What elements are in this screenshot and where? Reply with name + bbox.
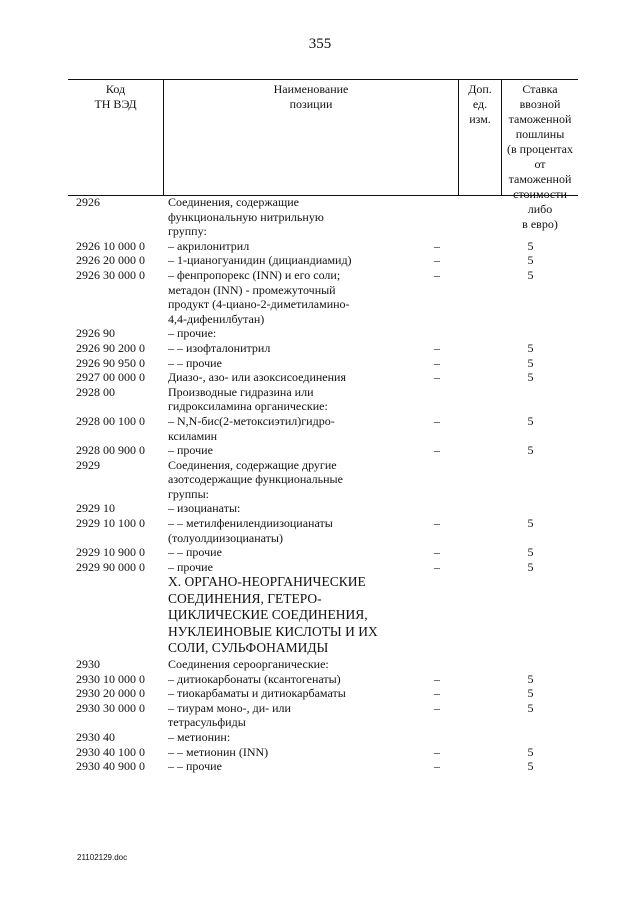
row-code: 2928 00 (76, 384, 115, 399)
row-unit: – (434, 238, 440, 253)
table-row (68, 443, 578, 458)
row-code: 2930 30 000 0 (76, 700, 145, 715)
table-row (68, 268, 578, 326)
row-rate: 5 (527, 516, 534, 531)
table-row (68, 545, 578, 560)
table-row (68, 759, 578, 774)
row-name: – прочие: (168, 326, 217, 341)
row-code: 2927 00 000 0 (76, 370, 145, 385)
header-name: Наименование позиции (273, 82, 349, 111)
row-code: 2928 00 900 0 (76, 443, 145, 458)
row-rate: 5 (527, 759, 534, 774)
row-name: Производные гидразина или гидроксиламина органические: (168, 384, 328, 414)
table-row (68, 385, 578, 414)
row-code: 2929 (76, 457, 100, 472)
row-rate: 5 (527, 686, 534, 701)
row-unit: – (434, 744, 440, 759)
table-row (68, 356, 578, 371)
row-unit (396, 195, 458, 239)
row-code: 2926 90 (76, 326, 115, 341)
table-row (68, 239, 578, 254)
row-unit (396, 385, 458, 414)
row-name: – 1-цианогуанидин (дициандиамид) (168, 253, 352, 268)
row-unit (396, 657, 458, 672)
table-row (68, 341, 578, 356)
table-row (68, 370, 578, 385)
document-filename: 21102129.doc (77, 853, 128, 862)
row-unit: – (434, 559, 440, 574)
row-code: 2930 40 (76, 729, 115, 744)
row-code (68, 574, 168, 657)
row-name: – акрилонитрил (168, 238, 250, 253)
row-rate (458, 326, 578, 341)
row-name: – прочие (168, 443, 213, 458)
row-unit: – (434, 443, 440, 458)
row-code: 2926 90 200 0 (76, 340, 145, 355)
row-name: – тиурам моно-, ди- или тетрасульфиды (168, 700, 291, 730)
row-unit: – (434, 700, 440, 715)
table-row (68, 560, 578, 575)
row-unit (396, 326, 458, 341)
row-name: – изоцианаты: (168, 501, 241, 516)
row-code: 2929 10 900 0 (76, 545, 145, 560)
row-name: – N,N-бис(2-метоксиэтил)гидро- ксиламин (168, 413, 335, 443)
row-rate (458, 574, 578, 657)
row-code: 2926 30 000 0 (76, 267, 145, 282)
row-name: – – прочие (168, 355, 222, 370)
row-unit: – (434, 340, 440, 355)
row-unit: – (434, 759, 440, 774)
row-rate: 5 (527, 413, 534, 428)
row-code: 2930 40 100 0 (76, 744, 145, 759)
row-name: – фенпропорекс (INN) и его соли; метадон (INN) - промежуточный продукт (4-циано-2-диметиламино- 4,4-дифенилбутан) (168, 267, 350, 326)
row-unit (396, 501, 458, 516)
row-unit: – (434, 253, 440, 268)
row-name: Соединения сероорганические: (168, 656, 329, 671)
row-unit: – (434, 545, 440, 560)
tariff-table-body (68, 195, 578, 774)
row-code: 2926 90 950 0 (76, 355, 145, 370)
table-row (68, 672, 578, 687)
row-name: Соединения, содержащие другие азотсодержащие функциональные группы: (168, 457, 343, 501)
row-name: – дитиокарбонаты (ксантогенаты) (168, 671, 341, 686)
row-name: Диазо-, азо- или азоксисоединения (168, 370, 346, 385)
row-rate: 5 (527, 238, 534, 253)
row-name: X. ОРГАНО-НЕОРГАНИЧЕСКИЕ СОЕДИНЕНИЯ, ГЕТЕРО- ЦИКЛИЧЕСКИЕ СОЕДИНЕНИЯ, НУКЛЕИНОВЫЕ КИСЛОТЫ И ИХ СОЛИ, СУЛЬФОНАМИДЫ (168, 574, 378, 656)
row-rate (458, 730, 578, 745)
row-rate: 5 (527, 355, 534, 370)
row-rate: 5 (527, 559, 534, 574)
table-row (68, 501, 578, 516)
row-unit (396, 458, 458, 502)
row-name: – – прочие (168, 545, 222, 560)
row-unit (396, 574, 458, 657)
row-unit: – (434, 267, 440, 282)
row-code: 2930 10 000 0 (76, 671, 145, 686)
row-name: – – метионин (INN) (168, 744, 269, 759)
row-unit: – (434, 671, 440, 686)
table-row (68, 701, 578, 730)
table-row (68, 516, 578, 545)
table-row (68, 414, 578, 443)
row-rate: 5 (527, 370, 534, 385)
row-code: 2930 20 000 0 (76, 686, 145, 701)
row-unit: – (434, 370, 440, 385)
row-rate (458, 195, 578, 239)
table-row (68, 730, 578, 745)
row-name: – метионин: (168, 729, 231, 744)
row-code: 2929 90 000 0 (76, 559, 145, 574)
row-rate (458, 501, 578, 516)
header-rate: Ставка ввозной таможенной пошлины (в процентах от таможенной стоимости либо в евро) (507, 82, 573, 231)
row-unit: – (434, 355, 440, 370)
row-unit: – (434, 413, 440, 428)
row-code: 2926 10 000 0 (76, 238, 145, 253)
row-unit: – (434, 516, 440, 531)
row-name: – – метилфенилендиизоцианаты (толуолдиизоцианаты) (168, 516, 333, 545)
row-rate: 5 (527, 700, 534, 715)
table-row (68, 253, 578, 268)
row-code: 2926 20 000 0 (76, 253, 145, 268)
row-rate: 5 (527, 744, 534, 759)
row-name: – прочие (168, 559, 213, 574)
row-rate (458, 458, 578, 502)
row-name: Соединения, содержащие функциональную нитрильную группу: (168, 195, 324, 239)
row-code: 2930 (76, 656, 100, 671)
row-unit: – (434, 686, 440, 701)
header-code: Код ТН ВЭД (94, 82, 137, 111)
row-name: – тиокарбаматы и дитиокарбаматы (168, 686, 346, 701)
row-rate: 5 (527, 671, 534, 686)
row-code: 2930 40 900 0 (76, 759, 145, 774)
table-row (68, 326, 578, 341)
table-row (68, 574, 578, 657)
table-row (68, 195, 578, 239)
row-code: 2929 10 (76, 501, 115, 516)
row-code: 2926 (76, 195, 100, 209)
row-rate (458, 657, 578, 672)
row-code: 2929 10 100 0 (76, 516, 145, 531)
row-rate: 5 (527, 267, 534, 282)
row-name: – – прочие (168, 759, 222, 774)
table-row (68, 745, 578, 760)
header-unit: Доп. ед. изм. (468, 82, 492, 126)
row-unit (396, 730, 458, 745)
row-rate: 5 (527, 253, 534, 268)
row-rate: 5 (527, 545, 534, 560)
row-name: – – изофталонитрил (168, 340, 271, 355)
row-rate: 5 (527, 443, 534, 458)
table-row (68, 657, 578, 672)
row-rate (458, 385, 578, 414)
row-rate: 5 (527, 340, 534, 355)
page-number: 355 (308, 36, 332, 52)
table-row (68, 686, 578, 701)
table-row (68, 458, 578, 502)
row-code: 2928 00 100 0 (76, 413, 145, 428)
